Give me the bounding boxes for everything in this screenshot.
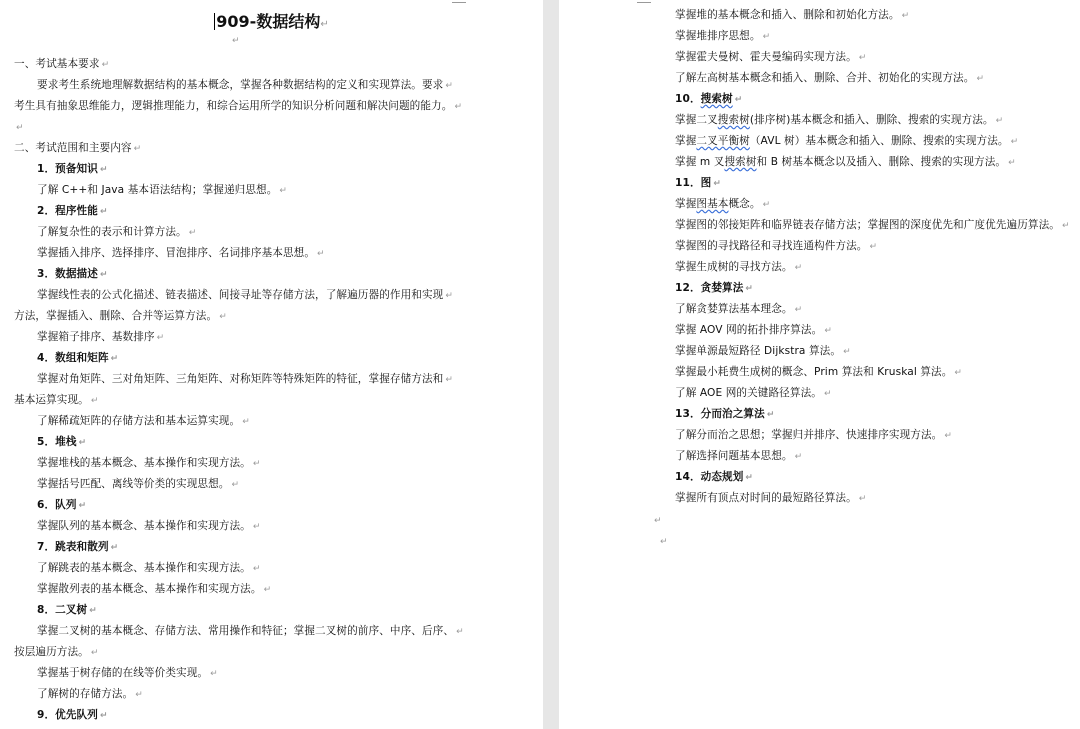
body-line bbox=[37, 330, 164, 345]
paragraph-mark-icon: ↵ bbox=[454, 102, 463, 112]
paragraph-mark-icon: ↵ bbox=[794, 305, 803, 315]
line-text: 7．跳表和散列 bbox=[37, 541, 109, 553]
line-text: 掌握队列的基本概念、基本操作和实现方法。 bbox=[37, 520, 251, 532]
body-line bbox=[675, 155, 1016, 170]
paragraph-mark-icon: ↵ bbox=[745, 284, 754, 294]
spellcheck-underline: 二叉平衡树 bbox=[696, 135, 750, 147]
document-title bbox=[0, 9, 543, 32]
line-text: 了解复杂性的表示和计算方法。 bbox=[37, 226, 187, 238]
spellcheck-underline: 搜索树 bbox=[724, 156, 757, 168]
body-line bbox=[37, 246, 325, 261]
paragraph-mark-icon: ↵ bbox=[995, 116, 1004, 126]
body-line bbox=[675, 344, 851, 359]
line-text: 掌握 m 叉搜索树和 B 树基本概念以及插入、删除、搜索的实现方法。 bbox=[675, 156, 1007, 168]
paragraph-mark-icon: ↵ bbox=[133, 144, 142, 154]
body-line bbox=[675, 302, 802, 317]
line-text: 掌握最小耗费生成树的概念、Prim 算法和 Kruskal 算法。 bbox=[675, 366, 953, 378]
section-heading bbox=[37, 603, 97, 618]
section-heading bbox=[675, 176, 721, 191]
paragraph-mark-icon: ↵ bbox=[78, 438, 87, 448]
line-text: 2．程序性能 bbox=[37, 205, 98, 217]
body-line bbox=[652, 513, 662, 528]
paragraph-mark-icon: ↵ bbox=[445, 291, 454, 301]
body-line bbox=[37, 456, 261, 471]
paragraph-mark-icon: ↵ bbox=[766, 410, 775, 420]
paragraph-mark-icon: ↵ bbox=[232, 36, 240, 46]
section-heading bbox=[37, 540, 118, 555]
line-text: 掌握图的寻找路径和寻找连通构件方法。 bbox=[675, 240, 868, 252]
body-line bbox=[37, 624, 464, 639]
line-text: 了解 AOE 网的关键路径算法。 bbox=[675, 387, 822, 399]
body-line bbox=[675, 197, 770, 212]
paragraph-mark-icon: ↵ bbox=[901, 11, 910, 21]
body-line bbox=[658, 534, 668, 549]
page-corner-mark bbox=[637, 0, 651, 3]
body-line bbox=[14, 645, 99, 660]
paragraph-mark-icon: ↵ bbox=[824, 326, 832, 336]
paragraph-mark-icon: ↵ bbox=[794, 452, 803, 462]
line-text: 4．数组和矩阵 bbox=[37, 352, 109, 364]
line-text: 掌握堆的基本概念和插入、删除和初始化方法。 bbox=[675, 9, 900, 21]
line-text: 按层遍历方法。 bbox=[14, 646, 89, 658]
section-heading bbox=[37, 162, 108, 177]
line-text: 了解选择问题基本思想。 bbox=[675, 450, 793, 462]
paragraph-mark-icon: ↵ bbox=[78, 501, 87, 511]
line-text: 掌握对角矩阵、三对角矩阵、三角矩阵、对称矩阵等特殊矩阵的特征，掌握存储方法和 bbox=[37, 373, 444, 385]
body-line bbox=[675, 260, 802, 275]
line-text: 掌握散列表的基本概念、基本操作和实现方法。 bbox=[37, 583, 262, 595]
body-line bbox=[675, 29, 770, 44]
paragraph-mark-icon: ↵ bbox=[954, 368, 963, 378]
line-text: 了解树的存储方法。 bbox=[37, 688, 134, 700]
body-line bbox=[37, 414, 250, 429]
paragraph-mark-icon: ↵ bbox=[858, 53, 867, 63]
body-line bbox=[14, 57, 109, 72]
section-heading bbox=[675, 92, 742, 107]
line-text: 掌握堆排序思想。 bbox=[675, 30, 761, 42]
line-text: 掌握图基本概念。 bbox=[675, 198, 761, 210]
section-heading bbox=[37, 435, 86, 450]
body-line bbox=[14, 393, 99, 408]
body-line bbox=[675, 113, 1003, 128]
body-line bbox=[37, 78, 453, 93]
body-line bbox=[37, 183, 287, 198]
paragraph-mark-icon: ↵ bbox=[99, 207, 108, 217]
line-text: 5．堆栈 bbox=[37, 436, 77, 448]
line-text: 掌握括号匹配、离线等价类的实现思想。 bbox=[37, 478, 230, 490]
line-text: 了解跳表的基本概念、基本操作和实现方法。 bbox=[37, 562, 251, 574]
paragraph-mark-icon: ↵ bbox=[16, 123, 24, 133]
paragraph-mark-icon: ↵ bbox=[823, 389, 832, 399]
paragraph-mark-icon: ↵ bbox=[660, 537, 668, 547]
line-text: 一、考试基本要求 bbox=[14, 58, 100, 70]
line-text: 二、考试范围和主要内容 bbox=[14, 142, 132, 154]
paragraph-mark-icon: ↵ bbox=[89, 606, 97, 616]
paragraph-mark-icon: ↵ bbox=[456, 627, 464, 637]
body-line bbox=[37, 288, 453, 303]
paragraph-mark-icon: ↵ bbox=[231, 480, 240, 490]
line-text: 了解左高树基本概念和插入、删除、合并、初始化的实现方法。 bbox=[675, 72, 975, 84]
line-text: 了解 C++和 Java 基本语法结构；掌握递归思想。 bbox=[37, 184, 278, 196]
paragraph-mark-icon: ↵ bbox=[90, 648, 99, 658]
spellcheck-underline: 搜索树 bbox=[700, 93, 733, 105]
document-page-right[interactable] bbox=[559, 0, 1080, 729]
line-text: 掌握二叉树的基本概念、存储方法、常用操作和特征；掌握二叉树的前序、中序、后序、 bbox=[37, 625, 455, 637]
line-text: 考生具有抽象思维能力，逻辑推理能力，和综合运用所学的知识分析问题和解决问题的能力。 bbox=[14, 100, 453, 112]
line-text: 11．图 bbox=[675, 177, 712, 189]
line-text: 要求考生系统地理解数据结构的基本概念，掌握各种数据结构的定义和实现算法。要求 bbox=[37, 79, 444, 91]
body-line bbox=[37, 519, 261, 534]
line-text: 6．队列 bbox=[37, 499, 77, 511]
section-heading bbox=[675, 407, 774, 422]
paragraph-mark-icon: ↵ bbox=[869, 242, 878, 252]
body-line bbox=[675, 491, 866, 506]
spellcheck-underline: 图基本 bbox=[696, 198, 729, 210]
paragraph-mark-icon: ↵ bbox=[263, 585, 272, 595]
line-text: 13．分而治之算法 bbox=[675, 408, 765, 420]
paragraph-mark-icon: ↵ bbox=[252, 564, 261, 574]
body-line bbox=[675, 428, 952, 443]
line-text: 了解稀疏矩阵的存储方法和基本运算实现。 bbox=[37, 415, 241, 427]
paragraph-mark-icon: ↵ bbox=[99, 711, 108, 721]
paragraph-mark-icon: ↵ bbox=[1061, 221, 1070, 231]
body-line bbox=[14, 309, 227, 324]
section-heading bbox=[37, 708, 108, 723]
paragraph-mark-icon: ↵ bbox=[317, 249, 325, 259]
body-line bbox=[14, 141, 141, 156]
body-line bbox=[675, 71, 984, 86]
line-text: 掌握图的邻接矩阵和临界链表存储方法；掌握图的深度优先和广度优先遍历算法。 bbox=[675, 219, 1060, 231]
section-heading bbox=[675, 470, 753, 485]
body-line bbox=[37, 372, 453, 387]
line-text: 3．数据描述 bbox=[37, 268, 98, 280]
paragraph-mark-icon: ↵ bbox=[762, 200, 771, 210]
paragraph-mark-icon: ↵ bbox=[110, 543, 119, 553]
body-line bbox=[37, 666, 218, 681]
section-heading bbox=[37, 351, 118, 366]
paragraph-mark-icon: ↵ bbox=[99, 270, 108, 280]
line-text: 1．预备知识 bbox=[37, 163, 98, 175]
paragraph-mark-icon: ↵ bbox=[101, 60, 110, 70]
paragraph-mark-icon: ↵ bbox=[252, 459, 261, 469]
paragraph-mark-icon: ↵ bbox=[1008, 158, 1016, 168]
paragraph-mark-icon: ↵ bbox=[320, 19, 329, 30]
paragraph-mark-icon: ↵ bbox=[858, 494, 867, 504]
body-line bbox=[675, 50, 866, 65]
paragraph-mark-icon: ↵ bbox=[713, 179, 721, 189]
body-line bbox=[37, 582, 271, 597]
body-line bbox=[37, 477, 239, 492]
body-line bbox=[675, 134, 1018, 149]
paragraph-mark-icon: ↵ bbox=[1010, 137, 1019, 147]
section-heading bbox=[675, 281, 753, 296]
line-text: 掌握单源最短路径 Dijkstra 算法。 bbox=[675, 345, 842, 357]
line-text: 掌握线性表的公式化描述、链表描述、间接寻址等存储方法，了解遍历器的作用和实现 bbox=[37, 289, 444, 301]
line-text: 10．搜索树 bbox=[675, 93, 733, 105]
paragraph-mark-icon: ↵ bbox=[745, 473, 754, 483]
body-line bbox=[14, 99, 462, 114]
line-text: 了解贪婪算法基本理念。 bbox=[675, 303, 793, 315]
paragraph-mark-icon: ↵ bbox=[279, 186, 288, 196]
body-line bbox=[675, 8, 909, 23]
line-text: 掌握箱子排序、基数排序 bbox=[37, 331, 155, 343]
paragraph-mark-icon: ↵ bbox=[219, 312, 227, 322]
paragraph-mark-icon: ↵ bbox=[156, 333, 165, 343]
line-text: 基本运算实现。 bbox=[14, 394, 89, 406]
section-heading bbox=[37, 204, 108, 219]
line-text: 掌握霍夫曼树、霍夫曼编码实现方法。 bbox=[675, 51, 857, 63]
body-line bbox=[675, 449, 802, 464]
line-text: 14．动态规划 bbox=[675, 471, 744, 483]
paragraph-mark-icon: ↵ bbox=[794, 263, 803, 273]
body-line bbox=[675, 218, 1070, 233]
line-text: 方法，掌握插入、删除、合并等运算方法。 bbox=[14, 310, 218, 322]
line-text: 掌握 AOV 网的拓扑排序算法。 bbox=[675, 324, 823, 336]
line-text: 掌握生成树的寻找方法。 bbox=[675, 261, 793, 273]
line-text: 了解分而治之思想；掌握归并排序、快速排序实现方法。 bbox=[675, 429, 943, 441]
body-line bbox=[14, 120, 24, 135]
line-text: 8．二叉树 bbox=[37, 604, 88, 616]
line-text: 掌握堆栈的基本概念、基本操作和实现方法。 bbox=[37, 457, 251, 469]
paragraph-mark-icon: ↵ bbox=[90, 396, 99, 406]
paragraph-mark-icon: ↵ bbox=[242, 417, 250, 427]
paragraph-mark-icon: ↵ bbox=[445, 375, 454, 385]
paragraph-mark-icon: ↵ bbox=[843, 347, 851, 357]
body-line bbox=[37, 687, 143, 702]
line-text: 9．优先队列 bbox=[37, 709, 98, 721]
paragraph-mark-icon: ↵ bbox=[252, 522, 261, 532]
paragraph-mark-icon: ↵ bbox=[976, 74, 985, 84]
body-line bbox=[37, 225, 196, 240]
line-text: 掌握二叉平衡树（AVL 树）基本概念和插入、删除、搜索的实现方法。 bbox=[675, 135, 1009, 147]
section-heading bbox=[37, 498, 86, 513]
title-text: 909-数据结构 bbox=[216, 12, 321, 31]
page-corner-mark bbox=[452, 0, 466, 3]
paragraph-mark-icon: ↵ bbox=[654, 516, 662, 526]
line-text: 掌握所有顶点对时间的最短路径算法。 bbox=[675, 492, 857, 504]
paragraph-mark-icon: ↵ bbox=[944, 431, 952, 441]
body-line bbox=[37, 561, 261, 576]
line-text: 掌握插入排序、选择排序、冒泡排序、名词排序基本思想。 bbox=[37, 247, 316, 259]
body-line bbox=[675, 365, 962, 380]
paragraph-mark-icon: ↵ bbox=[135, 690, 143, 700]
line-text: 掌握基于树存储的在线等价类实现。 bbox=[37, 667, 209, 679]
paragraph-mark-icon: ↵ bbox=[445, 81, 454, 91]
paragraph-mark-icon: ↵ bbox=[110, 354, 119, 364]
body-line bbox=[675, 239, 877, 254]
paragraph-mark-icon: ↵ bbox=[99, 165, 108, 175]
paragraph-mark-icon: ↵ bbox=[188, 228, 197, 238]
body-line bbox=[675, 323, 832, 338]
paragraph-mark-icon: ↵ bbox=[210, 669, 218, 679]
line-text: 掌握二叉搜索树(排序树)基本概念和插入、删除、搜索的实现方法。 bbox=[675, 114, 994, 126]
spellcheck-underline: 搜索树 bbox=[717, 114, 750, 126]
paragraph-mark-icon: ↵ bbox=[734, 95, 743, 105]
paragraph-mark-icon: ↵ bbox=[762, 32, 771, 42]
line-text: 12．贪婪算法 bbox=[675, 282, 744, 294]
body-line bbox=[675, 386, 832, 401]
section-heading bbox=[37, 267, 108, 282]
